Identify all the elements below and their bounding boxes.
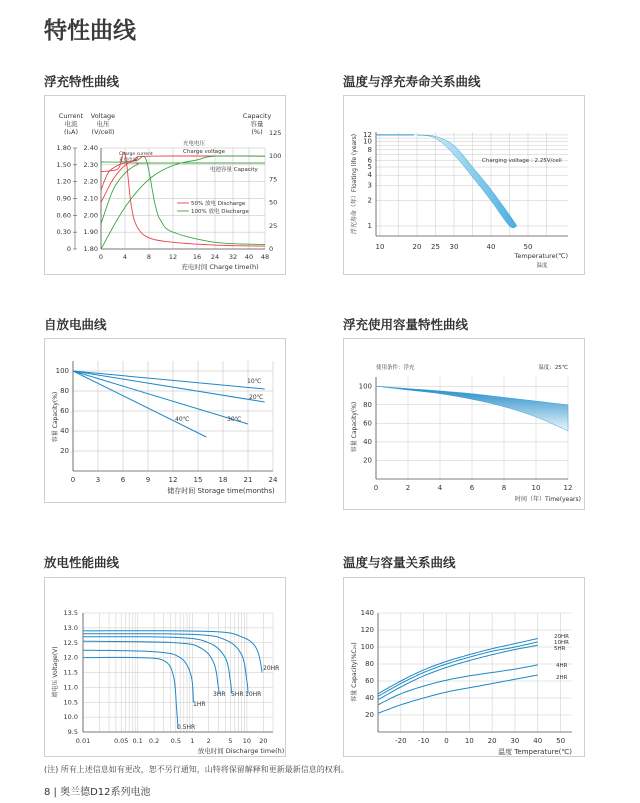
- y-tick-label: 4: [367, 171, 372, 180]
- x-tick-label: 0.1: [132, 737, 143, 745]
- x-axis-label-cn: 温度: [536, 263, 548, 269]
- chart-float-capacity-panel: [343, 338, 585, 510]
- x-tick-label: 40: [486, 243, 496, 251]
- x-tick-label: 1: [190, 737, 195, 745]
- voltage-axis-head: 电压: [96, 120, 110, 128]
- x-tick-label: 8: [146, 253, 152, 261]
- x-tick-label: 8: [501, 484, 507, 492]
- y-tick-label: 3: [367, 181, 372, 190]
- capacity-axis-head: (%): [251, 128, 263, 136]
- footnote: (注) 所有上述信息如有更改，恕不另行通知，山特将保留解释和更新最新信息的权利。: [44, 765, 349, 774]
- y-axis-label: 容量 Capacity(%C₂₀): [351, 642, 358, 702]
- chart-self-discharge: [45, 339, 285, 502]
- voltage-tick-label: 2.40: [83, 144, 98, 152]
- label-charge-voltage: Charge voltage: [183, 149, 226, 155]
- chart-temp-life-panel: [343, 95, 585, 275]
- series-label: 30℃: [227, 416, 242, 423]
- capacity-tick-label: 0: [269, 245, 274, 253]
- x-tick-label: 12: [563, 484, 573, 492]
- current-axis-head: 电流: [64, 120, 78, 128]
- discharge-rate-label: 3HR: [213, 691, 226, 698]
- current-tick-label: 1.50: [56, 160, 71, 169]
- current-tick-label: 0.90: [56, 194, 71, 203]
- x-tick-label: 4: [122, 253, 128, 261]
- discharge-rate-label: 10HR: [245, 691, 262, 698]
- y-tick-label: 10.0: [63, 713, 78, 722]
- x-tick-label: -20: [395, 737, 407, 745]
- voltage-axis-head: (V/cell): [91, 128, 115, 136]
- voltage-tick-label: 1.90: [83, 228, 98, 237]
- y-tick-label: 80: [363, 400, 372, 409]
- x-tick-label: 50: [523, 243, 533, 251]
- discharge-rate-label: 5HR: [231, 691, 244, 698]
- legend-50: 50% 放电 Discharge: [191, 201, 246, 207]
- label-charge-current: Charge current: [119, 152, 153, 157]
- capacity-tick-label: 100: [269, 152, 282, 161]
- x-tick-label: 0: [444, 737, 449, 745]
- chart-self-discharge-panel: [44, 338, 286, 503]
- y-axis-label: 容量 Capacity(%): [351, 401, 358, 453]
- y-tick-label: 40: [60, 427, 69, 435]
- current-tick-label: 1.20: [56, 177, 71, 186]
- y-tick-label: 13.5: [63, 609, 78, 617]
- current-tick-label: 1.80: [56, 144, 71, 152]
- page-footer: 8 | 奥兰德D12系列电池: [44, 787, 151, 798]
- section-title-float: 浮充特性曲线: [44, 74, 120, 89]
- y-tick-label: 12.0: [63, 653, 78, 662]
- capacity-tick-label: 25: [269, 221, 278, 230]
- y-tick-label: 1: [367, 222, 372, 230]
- y-tick-label: 40: [365, 694, 374, 702]
- y-tick-label: 6: [367, 156, 372, 165]
- y-tick-label: 5: [367, 163, 372, 172]
- x-axis-label: Temperature(℃): [514, 252, 568, 260]
- capacity-axis-head: 容量: [250, 120, 264, 128]
- x-tick-label: 0.5: [170, 737, 182, 745]
- capacity-curve: [378, 665, 538, 705]
- y-tick-label: 20: [60, 447, 69, 455]
- y-tick-label: 11.0: [63, 683, 78, 692]
- temperature-note: 温度：25℃: [538, 365, 568, 371]
- label-charge-voltage-cn: 充电电压: [183, 141, 206, 147]
- capacity-axis-head: Capacity: [242, 112, 272, 120]
- x-tick-label: 18: [218, 476, 228, 484]
- discharge-curve: [83, 641, 219, 693]
- x-tick-label: 6: [120, 476, 126, 484]
- capacity-tick-label: 75: [269, 175, 278, 184]
- y-tick-label: 8: [367, 145, 372, 154]
- y-tick-label: 10.5: [63, 698, 78, 707]
- discharge-rate-label: 0.5HR: [177, 724, 196, 731]
- section-title-discharge: 放电性能曲线: [44, 555, 120, 570]
- x-tick-label: 40: [244, 253, 254, 261]
- x-tick-label: 10: [375, 243, 385, 251]
- y-tick-label: 13.0: [63, 623, 78, 632]
- y-tick-label: 2: [367, 196, 372, 205]
- x-tick-label: 9: [145, 476, 151, 484]
- legend-100: 100% 放电 Discharge: [191, 209, 249, 215]
- voltage-tick-label: 2.20: [83, 177, 98, 186]
- section-title-temp-life: 温度与浮充寿命关系曲线: [343, 74, 481, 89]
- voltage-tick-label: 2.10: [83, 194, 98, 203]
- label-charge-current-cn: 充电电流: [119, 158, 137, 163]
- x-tick-label: 20: [259, 737, 268, 745]
- x-tick-label: 6: [469, 484, 475, 492]
- x-axis-label: 放电时间 Discharge time(h): [197, 747, 285, 755]
- x-tick-label: 12: [168, 476, 178, 484]
- x-tick-label: 10: [242, 737, 252, 745]
- chart-discharge-panel: [44, 577, 286, 757]
- current-tick-label: 0.60: [56, 211, 71, 220]
- chart-temp-capacity-panel: [343, 577, 585, 757]
- chart-float: [45, 96, 285, 274]
- charging-voltage-note: Charging voltage : 2.25V/cell: [482, 158, 562, 164]
- x-tick-label: 3: [95, 476, 101, 484]
- x-tick-label: 2: [206, 737, 211, 745]
- x-tick-label: 2: [405, 484, 411, 492]
- capacity-curve: [378, 645, 538, 699]
- current-axis-head: Current: [58, 112, 84, 120]
- y-tick-label: 120: [360, 626, 374, 634]
- section-title-temp-capacity: 温度与容量关系曲线: [343, 555, 456, 570]
- rate-label: 5HR: [554, 646, 566, 652]
- x-tick-label: 25: [431, 243, 440, 251]
- page-title: 特性曲线: [44, 18, 136, 44]
- x-tick-label: 32: [228, 253, 238, 261]
- rate-label: 10HR: [554, 640, 569, 646]
- life-band: [417, 135, 517, 228]
- x-tick-label: 15: [193, 476, 203, 484]
- y-tick-label: 100: [55, 367, 69, 375]
- y-tick-label: 100: [360, 643, 374, 651]
- x-axis-label: 时间（年）Time(years): [515, 496, 581, 503]
- x-tick-label: -10: [417, 737, 430, 745]
- y-tick-label: 80: [60, 387, 69, 395]
- capacity-tick-label: 125: [269, 129, 282, 137]
- x-tick-label: 0.2: [148, 737, 160, 745]
- current-tick-label: 0: [66, 245, 71, 253]
- chart-float-panel: [44, 95, 286, 275]
- x-axis-label: 充电时间 Charge time(h): [181, 263, 259, 271]
- label-capacity: 电池容量 Capacity: [210, 167, 258, 173]
- chart-temp-life: [344, 96, 584, 274]
- voltage-tick-label: 2.30: [83, 160, 98, 169]
- discharge-rate-label: 1HR: [193, 701, 206, 708]
- x-axis-label: 温度 Temperature(℃): [498, 748, 572, 756]
- rate-label: 20HR: [554, 634, 569, 640]
- y-tick-label: 20: [365, 711, 374, 719]
- use-condition: 使用条件：浮充: [376, 365, 415, 371]
- x-tick-label: 24: [268, 476, 278, 484]
- x-tick-label: 20: [412, 243, 422, 251]
- y-tick-label: 40: [363, 437, 372, 446]
- x-axis-label: 储存时间 Storage time(months): [167, 487, 275, 495]
- y-tick-label: 10: [363, 137, 372, 146]
- x-tick-label: 0: [70, 476, 76, 484]
- y-tick-label: 11.5: [63, 668, 78, 677]
- y-tick-label: 100: [358, 382, 372, 391]
- self-discharge-line: [73, 371, 206, 437]
- chart-temp-capacity: [344, 578, 584, 756]
- y-tick-label: 140: [360, 609, 374, 617]
- y-tick-label: 60: [363, 419, 372, 428]
- x-tick-label: 5: [228, 737, 233, 745]
- x-tick-label: 0: [98, 253, 104, 261]
- y-axis-label: 端电压 Voltage(V): [52, 646, 59, 698]
- x-tick-label: 20: [487, 737, 497, 745]
- x-tick-label: 50: [556, 737, 566, 745]
- x-tick-label: 4: [437, 484, 443, 492]
- discharge-rate-label: 20HR: [263, 665, 280, 672]
- y-axis-label: 容量 Capacity(%): [52, 391, 59, 443]
- y-axis-label: 浮充寿命（年）Floating life (years): [351, 133, 358, 235]
- y-tick-label: 12.5: [63, 638, 78, 647]
- x-tick-label: 21: [243, 476, 253, 484]
- y-tick-label: 60: [60, 407, 69, 415]
- voltage-axis-head: Voltage: [90, 112, 116, 120]
- chart-discharge: [45, 578, 285, 756]
- series-label: 20℃: [249, 394, 264, 401]
- x-tick-label: 30: [510, 737, 520, 745]
- x-tick-label: 0.05: [113, 737, 129, 745]
- chart-float-capacity: [344, 339, 584, 509]
- x-tick-label: 10: [464, 737, 474, 745]
- x-tick-label: 48: [260, 253, 270, 261]
- discharge-curve: [83, 637, 231, 694]
- series-label: 40℃: [175, 416, 190, 423]
- x-tick-label: 16: [192, 253, 202, 261]
- section-title-self-discharge: 自放电曲线: [44, 317, 107, 332]
- voltage-tick-label: 2.00: [83, 211, 98, 220]
- x-tick-label: 24: [210, 253, 220, 261]
- y-tick-label: 60: [365, 677, 374, 685]
- x-tick-label: 0: [373, 484, 379, 492]
- capacity-tick-label: 50: [269, 198, 278, 207]
- section-title-float-capacity: 浮充使用容量特性曲线: [343, 317, 469, 332]
- x-tick-label: 0.01: [75, 737, 91, 745]
- y-tick-label: 12: [363, 130, 372, 139]
- x-tick-label: 10: [531, 484, 541, 492]
- current-tick-label: 0.30: [56, 228, 71, 237]
- x-tick-label: 12: [168, 253, 178, 261]
- series-label: 10℃: [247, 378, 262, 385]
- y-tick-label: 20: [363, 456, 372, 465]
- rate-label: 4HR: [556, 663, 568, 669]
- voltage-tick-label: 1.80: [83, 245, 98, 253]
- x-tick-label: 30: [449, 243, 459, 251]
- current-axis-head: (I₂A): [63, 128, 79, 136]
- y-tick-label: 9.5: [67, 728, 78, 736]
- rate-label: 2HR: [556, 675, 568, 681]
- x-tick-label: 40: [533, 737, 543, 745]
- y-tick-label: 80: [365, 660, 374, 668]
